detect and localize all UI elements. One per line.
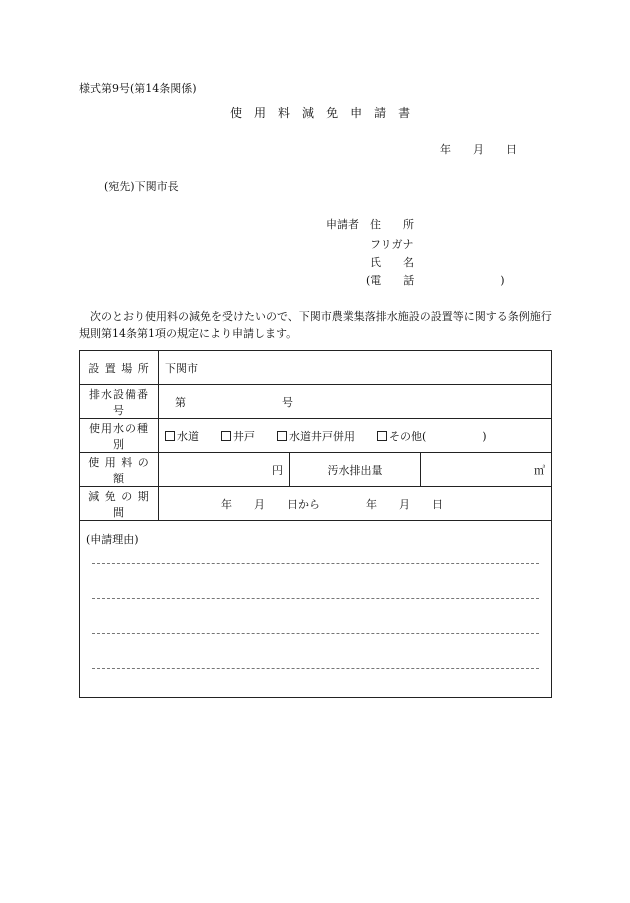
applicant-name-label bbox=[370, 256, 414, 270]
fee-label: 使 用 料 の 額 bbox=[80, 453, 159, 487]
reason-line bbox=[92, 539, 539, 564]
water-option-label: 水道 bbox=[177, 429, 199, 443]
form-number: 様式第9号(第14条関係) bbox=[79, 82, 197, 95]
water-option-tap[interactable] bbox=[165, 430, 199, 443]
water-option-label: その他( bbox=[389, 429, 427, 443]
water-option-label: 水道井戸併用 bbox=[289, 429, 355, 443]
water-option-well[interactable] bbox=[221, 430, 255, 443]
intro-text bbox=[79, 308, 557, 342]
name-char-1: 氏 bbox=[370, 256, 381, 269]
phone-open: (電 bbox=[366, 274, 382, 287]
fee-value-cell[interactable] bbox=[159, 453, 290, 487]
water-option-both[interactable] bbox=[277, 430, 355, 443]
reason-line bbox=[92, 609, 539, 634]
drain-label: 排水設備番号 bbox=[80, 385, 159, 419]
water-label: 使用水の種別 bbox=[80, 419, 159, 453]
reason-line bbox=[92, 644, 539, 669]
phone-close: ) bbox=[500, 274, 505, 287]
applicant-phone-label bbox=[366, 274, 505, 288]
period-label: 減 免 の 期 間 bbox=[80, 487, 159, 521]
location-label: 設 置 場 所 bbox=[80, 351, 159, 385]
title-char: 請 bbox=[374, 106, 387, 120]
recipient: (宛先)下関市長 bbox=[104, 180, 179, 193]
water-option-label: 井戸 bbox=[233, 429, 255, 443]
applicant-role: 申請者 bbox=[326, 218, 359, 231]
intro-body: 次のとおり使用料の減免を受けたいので、下関市農業集落排水施設の設置等に関する条例施行規則第14条第1項の規定により申請します。 bbox=[79, 310, 552, 340]
row-fee bbox=[80, 453, 552, 487]
phone-mid: 話 bbox=[403, 274, 415, 287]
checkbox-icon bbox=[277, 431, 287, 441]
name-char-2: 名 bbox=[403, 256, 414, 269]
sewage-value-cell[interactable] bbox=[421, 453, 552, 487]
drain-value-cell[interactable] bbox=[159, 385, 552, 419]
title-char: 用 bbox=[254, 106, 267, 120]
water-options-cell bbox=[159, 419, 552, 453]
row-location bbox=[80, 351, 552, 385]
form-title bbox=[230, 106, 422, 120]
row-drain-number bbox=[80, 385, 552, 419]
period-value-cell[interactable] bbox=[159, 487, 552, 521]
address-char-2: 所 bbox=[403, 218, 414, 231]
sewage-label: 汚水排出量 bbox=[290, 453, 421, 487]
applicant-address-label bbox=[370, 218, 414, 232]
title-char: 書 bbox=[398, 106, 411, 120]
reason-cell[interactable] bbox=[80, 521, 552, 698]
period-from-month: 月 bbox=[254, 497, 265, 511]
title-char: 料 bbox=[278, 106, 291, 120]
location-value-cell[interactable] bbox=[159, 351, 552, 385]
row-water-type bbox=[80, 419, 552, 453]
fee-unit: 円 bbox=[272, 463, 283, 477]
checkbox-icon bbox=[165, 431, 175, 441]
title-char: 使 bbox=[230, 106, 243, 120]
row-period bbox=[80, 487, 552, 521]
applicant-furigana-label: フリガナ bbox=[370, 238, 414, 251]
date-day: 日 bbox=[506, 143, 517, 156]
period-to-month: 月 bbox=[399, 497, 410, 511]
drain-prefix: 第 bbox=[175, 395, 186, 409]
location-value: 下関市 bbox=[165, 361, 198, 375]
reason-line bbox=[92, 574, 539, 599]
address-char-1: 住 bbox=[370, 218, 381, 231]
date-year: 年 bbox=[440, 143, 451, 156]
date-month: 月 bbox=[473, 143, 484, 156]
checkbox-icon bbox=[377, 431, 387, 441]
title-char: 申 bbox=[350, 106, 363, 120]
drain-suffix: 号 bbox=[282, 395, 293, 409]
period-from-day: 日から bbox=[287, 497, 320, 511]
application-table bbox=[79, 350, 552, 698]
period-from-year: 年 bbox=[221, 497, 232, 511]
checkbox-icon bbox=[221, 431, 231, 441]
reason-label: (申請理由) bbox=[86, 533, 139, 546]
sewage-unit: ㎥ bbox=[534, 463, 545, 477]
water-other-close: ) bbox=[482, 429, 487, 443]
period-to-day: 日 bbox=[432, 497, 443, 511]
title-char: 免 bbox=[326, 106, 339, 120]
row-reason bbox=[80, 521, 552, 698]
title-char: 減 bbox=[302, 106, 315, 120]
period-to-year: 年 bbox=[366, 497, 377, 511]
date-line bbox=[440, 143, 539, 157]
water-option-other[interactable] bbox=[377, 430, 487, 443]
